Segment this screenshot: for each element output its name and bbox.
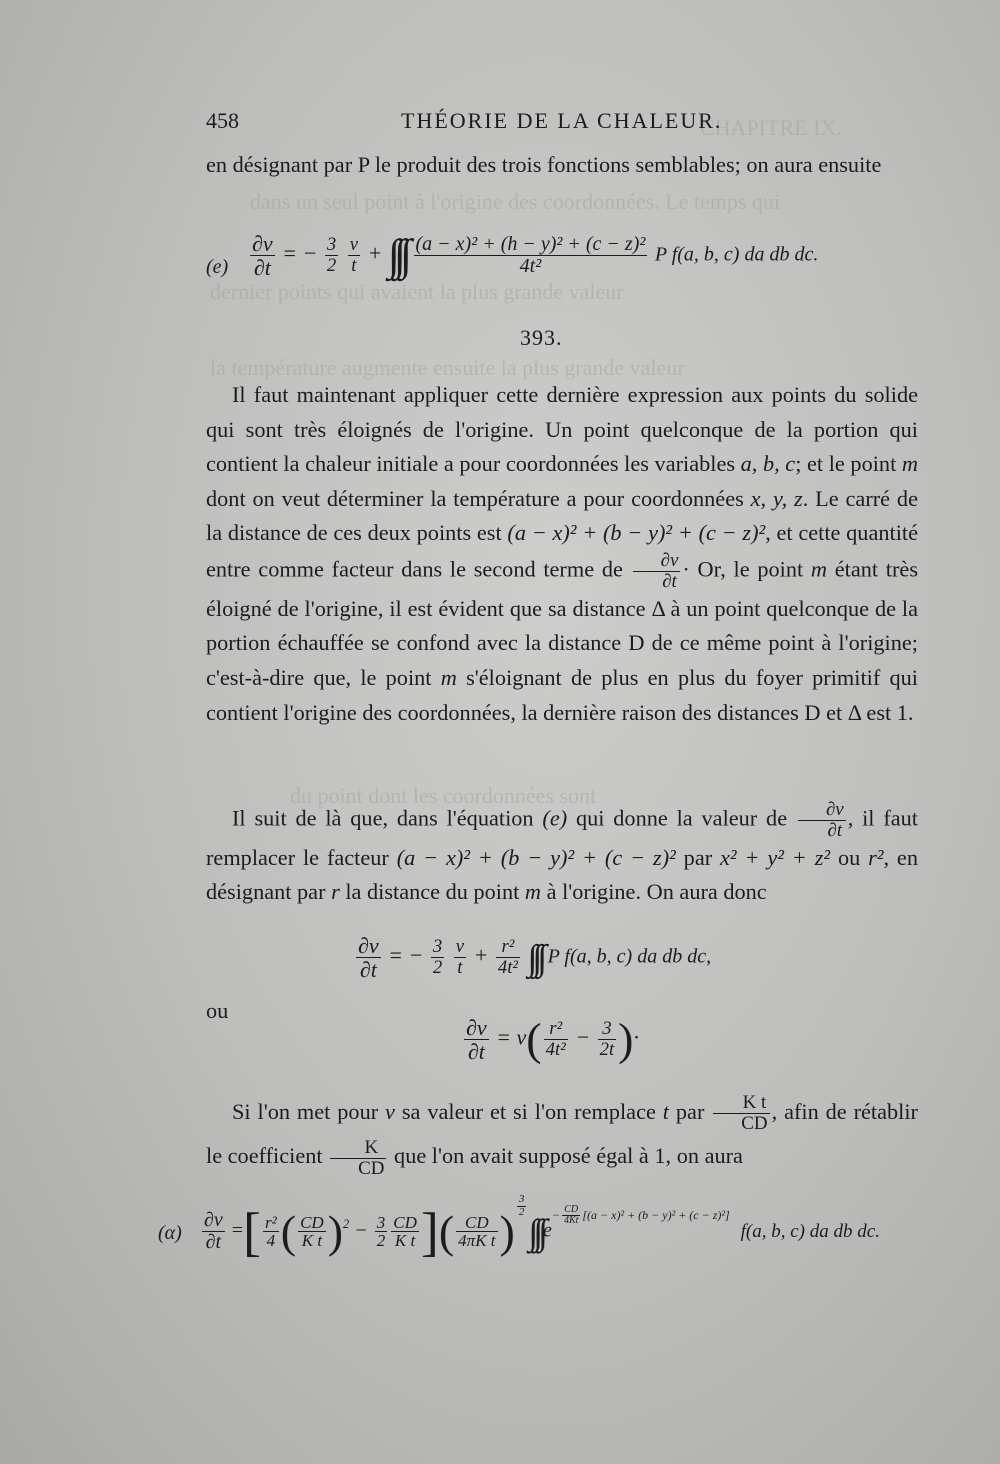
triple-integral: ∫∫∫ [387, 230, 407, 280]
fraction-3-over-2t: $\frac{3}{2t}$ [599, 1018, 615, 1061]
fraction-dv-dt: $\frac{\partial v}{\partial t}$ [204, 1209, 223, 1254]
equation-tag-e: (e) [206, 256, 229, 278]
equation-far-field [354, 934, 711, 981]
paragraph-text: en désignant par P le produit des trois fonctions semblables; on aura ensuite [206, 152, 882, 177]
exponent: − CD 4Kt [(a − x)² + (b − y)² + (c − z)²] [551, 1203, 730, 1227]
paragraph-393: Il faut maintenant appliquer cette dernière expression aux points du solide qui sont très éloignés de l'origine. Un point quelconque de la portion qui contient la chaleur initiale a pour coordonnées les variables a, b, c; et le point m dont on veut déterminer la température a pour coordonnées x, y, z. Le carré de la distance de ces deux points est (a − x)² + (b − y)² + (c − z)², et cette quantité entre comme facteur dans le second terme de $\frac{\partial v}{\partial t}$ · Or, le point m étant très éloigné de l'origine, il est évident que sa distance Δ à un point quelconque de la portion échauffée se confond avec la distance D de ce même point à l'origine; c'est-à-dire que, le point m s'éloignant de plus en plus du foyer primitif qui contient l'origine des coordonnées, la dernière raison des distances D et Δ est 1. [206, 382, 919, 725]
fraction-v-t: $\frac{v}{t}$ [455, 936, 464, 979]
fraction-squared-distance: $\frac{\text{(a − x)² + (h − y)² + (c − z)²}}{\text{4t²}}$ [415, 233, 646, 278]
operator: = v [496, 1024, 527, 1050]
running-title: THÉORIE DE LA CHALEUR. [401, 108, 723, 133]
paragraph-intro [206, 148, 918, 183]
fraction-Kt-CD: $\frac{\text{K t}}{CD}$ [713, 1093, 769, 1134]
operator: = − [282, 240, 318, 266]
left-paren: ( [438, 1205, 455, 1257]
paragraph-substitution: Il suit de là que, dans l'équation (e) qui donne la valeur de $\frac{\partial v}{\partial t}$ , il faut remplacer le facteur (a − x)² + (b − y)² + (c − z)² par x² + y² + z² ou r², en désignant par r la distance du point m à l'origine. On aura donc [206, 799, 918, 905]
bleed-through-line: dans un seul point à l'origine des coordonnées. Le temps qui [250, 189, 781, 214]
bleed-through-line: CHAPITRE IX. [700, 115, 842, 140]
equation-e [248, 232, 818, 279]
triple-integral: ∫∫∫ [528, 1211, 543, 1252]
equation-tag-alpha: (α) [158, 1222, 182, 1244]
fraction-CD-Kt: $\frac{CD}{\text{K t}}$ [393, 1212, 417, 1251]
word-ou: ou [206, 998, 229, 1023]
left-paren: ( [526, 1013, 542, 1065]
equation-alpha: $\frac{\partial v}{\partial t}$ =[ $\frac{\text{r²}}{4}$ ( $\frac{CD}{\text{K t}}$ )$^2$ − $\frac{3}{2}$ $\frac{CD}{\text{K t}}$ ]( $\frac{CD}{\text{4πK t}}$ ) $\frac{3}{2}$ $\int\int\int e^{- \frac{CD}{4Kt} [(a - x)^2 + (b - y)^2 + (c - z)^2]}$ f(a, b, c) da db dc. [204, 1193, 880, 1262]
paragraph-coefficient: Si l'on met pour v sa valeur et si l'on remplace t par $\frac{\text{K t}}{CD}$ , afin de rétablir le coefficient $\frac{K}{CD}$ que l'on avait supposé égal à 1, on aura [206, 1092, 918, 1179]
bleed-through-line: du point dont les coordonnées sont [290, 783, 597, 808]
fraction-dv-dt: $\frac{\partial v}{\partial t}$ [466, 1015, 487, 1065]
fraction-CD-4Kt: $\frac{CD}{4Kt}$ [563, 1203, 579, 1227]
fraction-CD-Kt: $\frac{CD}{\text{K t}}$ [300, 1212, 324, 1251]
fraction-dv-dt: $\frac{\partial v}{\partial t}$ [252, 231, 273, 281]
equation-simplified: $\frac{\partial v}{\partial t}$ = v( $\frac{\text{r²}}{\text{4t²}}$ − $\frac{3}{2t}$ )· [466, 1013, 639, 1065]
fraction-dv-dt: $\frac{\partial v}{\partial t}$ [358, 933, 379, 983]
left-bracket: [ [243, 1201, 262, 1262]
fraction-three-halves: $\frac{3}{2}$ [326, 234, 337, 277]
fraction-r2-4t2: $\frac{\text{r²}}{\text{4t²}}$ [545, 1018, 566, 1061]
page-number: 458 [206, 108, 239, 133]
left-paren: ( [280, 1205, 297, 1257]
integrand-tail: f(a, b, c) da db dc. [740, 1220, 880, 1242]
right-paren: ) [327, 1205, 344, 1257]
bleed-through-line: la température augmente ensuite la plus grande valeur [210, 355, 685, 380]
integrand-tail: P f(a, b, c) da db dc. [654, 243, 819, 266]
exponent-three-halves: $\frac{3}{2}$ [518, 1193, 525, 1218]
operator: = − [388, 942, 424, 968]
integrand-tail: P f(a, b, c) da db dc, [547, 945, 712, 968]
running-head [206, 108, 918, 138]
fraction-K-CD: $\frac{K}{CD}$ [330, 1138, 386, 1179]
fraction-r2-4: $\frac{\text{r²}}{4}$ [265, 1212, 277, 1251]
fraction-r2-4t2: $\frac{\text{r²}}{\text{4t²}}$ [497, 936, 518, 979]
fraction-v-t: $\frac{v}{t}$ [349, 234, 358, 277]
fraction-three-halves: $\frac{3}{2}$ [432, 936, 443, 979]
operator: + [473, 942, 489, 968]
operator: − [575, 1024, 591, 1050]
exponential-e: e [542, 1219, 552, 1242]
right-bracket: ] [420, 1201, 439, 1262]
operator: − [354, 1219, 368, 1242]
fraction-CD-4piKt: $\frac{CD}{\text{4πK t}}$ [458, 1212, 496, 1251]
triple-integral: ∫∫∫ [527, 937, 543, 978]
operator: + [367, 240, 383, 266]
fraction-dv-dt: $\frac{\partial v}{\partial t}$ [798, 800, 846, 841]
fraction-dv-dt: $\frac{\partial v}{\partial t}$ [633, 551, 681, 592]
right-paren: ) [618, 1013, 634, 1065]
right-paren: ) [499, 1205, 515, 1257]
fraction-three-halves: $\frac{3}{2}$ [376, 1212, 386, 1251]
section-number: 393. [520, 325, 563, 350]
bleed-through-line: dernier points qui avaient la plus grande valeur [210, 279, 624, 304]
